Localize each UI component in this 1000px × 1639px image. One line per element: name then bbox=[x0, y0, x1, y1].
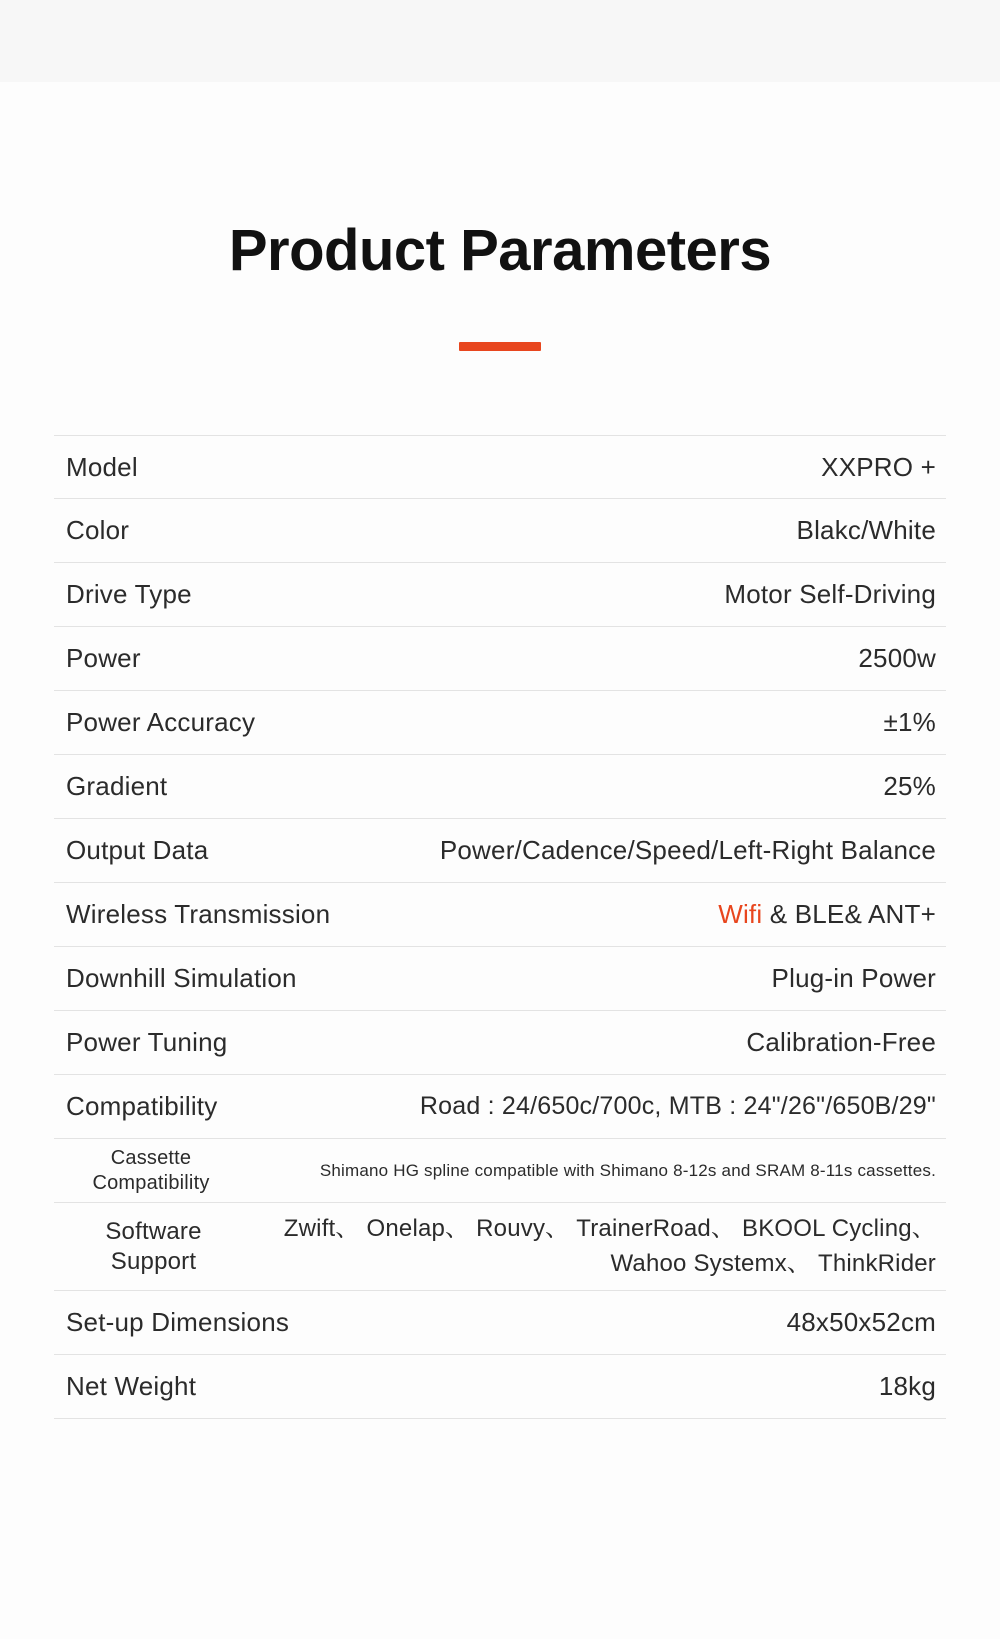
spec-value: Blakc/White bbox=[796, 515, 936, 545]
title-section bbox=[0, 82, 1000, 351]
spec-value: Plug-in Power bbox=[771, 963, 936, 993]
spec-value: Shimano HG spline compatible with Shimano 8-12s and SRAM 8-11s cassettes. bbox=[319, 1160, 936, 1180]
spec-value-rest: & BLE& ANT+ bbox=[762, 899, 936, 929]
table-row bbox=[54, 1075, 946, 1139]
spec-value: 18kg bbox=[878, 1371, 936, 1401]
spec-label: Downhill Simulation bbox=[66, 963, 297, 993]
spec-value: Road : 24/650c/700c, MTB : 24"/26"/650B/29" bbox=[419, 1092, 936, 1120]
spec-value: 2500w bbox=[858, 643, 936, 673]
table-row bbox=[54, 1011, 946, 1075]
table-row bbox=[54, 755, 946, 819]
title-underline-accent bbox=[459, 342, 541, 351]
table-row bbox=[54, 627, 946, 691]
spec-label: Compatibility bbox=[66, 1091, 218, 1121]
spec-value-line-1: Zwift、 Onelap、 Rouvy、 TrainerRoad、 BKOOL Cycling、 bbox=[283, 1214, 936, 1242]
spec-label: Power Accuracy bbox=[66, 707, 256, 737]
table-row bbox=[54, 691, 946, 755]
spec-value: Power/Cadence/Speed/Left-Right Balance bbox=[439, 835, 936, 865]
table-row bbox=[54, 499, 946, 563]
spec-value: 48x50x52cm bbox=[786, 1307, 936, 1337]
table-row bbox=[54, 1355, 946, 1419]
spec-label: Drive Type bbox=[66, 579, 192, 609]
spec-label: Net Weight bbox=[66, 1371, 197, 1401]
spec-label: Set-up Dimensions bbox=[66, 1307, 290, 1337]
spec-label: Model bbox=[66, 451, 138, 482]
table-row bbox=[54, 947, 946, 1011]
spec-value-highlight: Wifi bbox=[718, 899, 763, 929]
spec-value bbox=[718, 899, 936, 930]
spec-value-line-2: Wahoo Systemx、 ThinkRider bbox=[610, 1249, 936, 1277]
spec-label: Wireless Transmission bbox=[66, 899, 331, 929]
table-row bbox=[54, 1203, 946, 1291]
top-band bbox=[0, 0, 1000, 82]
table-row bbox=[54, 819, 946, 883]
spec-value: 25% bbox=[883, 771, 936, 801]
spec-value: XXPRO + bbox=[821, 451, 936, 482]
table-row bbox=[54, 563, 946, 627]
spec-label: Output Data bbox=[66, 835, 209, 865]
table-row bbox=[54, 1139, 946, 1203]
spec-value: Motor Self-Driving bbox=[724, 579, 936, 609]
spec-label: Software Support bbox=[105, 1217, 202, 1275]
spec-label: Cassette Compatibility bbox=[92, 1146, 210, 1194]
spec-label: Power Tuning bbox=[66, 1027, 228, 1057]
table-row bbox=[54, 1291, 946, 1355]
spec-label: Gradient bbox=[66, 771, 168, 801]
spec-value: ±1% bbox=[883, 707, 936, 737]
spec-label: Color bbox=[66, 515, 130, 545]
spec-value bbox=[241, 1212, 936, 1282]
spec-label: Power bbox=[66, 643, 141, 673]
page-title: Product Parameters bbox=[228, 218, 772, 283]
table-row bbox=[54, 883, 946, 947]
table-row bbox=[54, 435, 946, 499]
spec-table bbox=[54, 435, 946, 1419]
spec-value: Calibration-Free bbox=[746, 1027, 936, 1057]
content-area bbox=[0, 82, 1000, 1639]
